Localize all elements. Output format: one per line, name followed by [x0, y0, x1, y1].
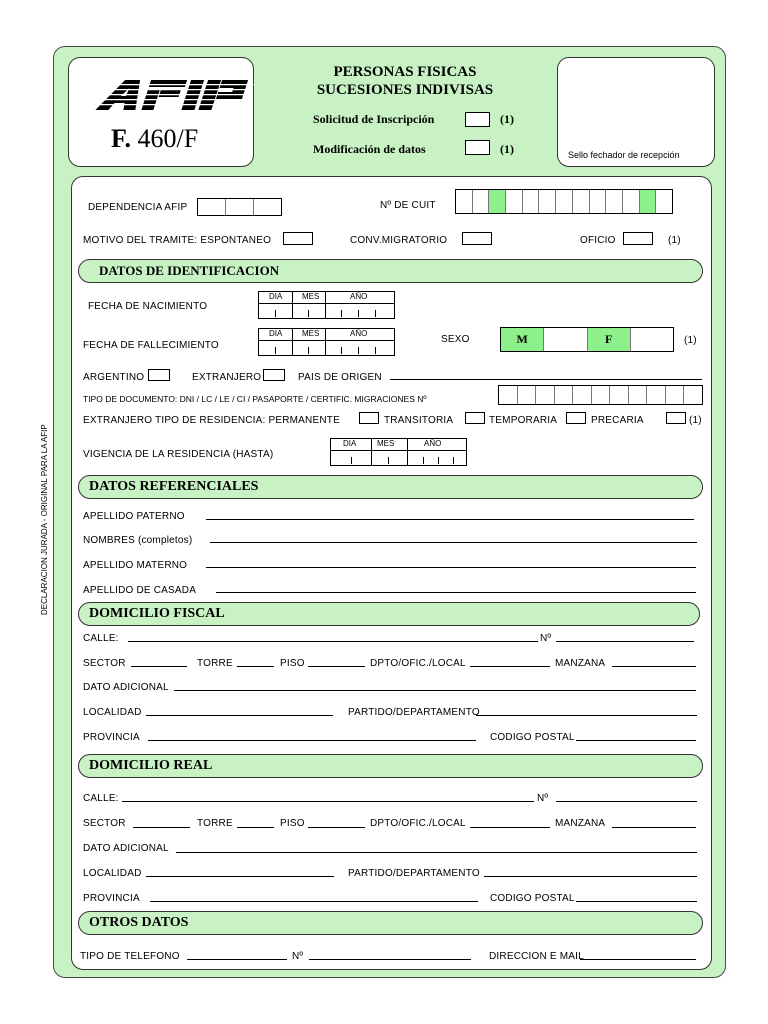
section-title: DATOS REFERENCIALES [89, 479, 259, 494]
note-ref: (1) [689, 415, 702, 426]
real-piso-label: PISO [280, 818, 305, 829]
fiscal-localidad-label: LOCALIDAD [83, 707, 142, 718]
telefono-input[interactable] [187, 959, 287, 960]
nacimiento-label: FECHA DE NACIMIENTO [88, 301, 208, 312]
precaria-checkbox[interactable] [666, 412, 686, 424]
form-number: F. 460/F [111, 124, 199, 153]
section-title: DOMICILIO REAL [89, 758, 213, 773]
side-caption: DECLARACION JURADA - ORIGINAL PARA LA AFIP [40, 424, 49, 615]
tipo-doc-label: TIPO DE DOCUMENTO: DNI / LC / LE / CI / PASAPORTE / CERTIFIC. MIGRACIONES Nº [83, 394, 427, 404]
real-provincia-label: PROVINCIA [83, 893, 140, 904]
telefono-label: TIPO DE TELEFONO [80, 951, 180, 962]
oficio-checkbox[interactable] [623, 232, 653, 245]
form-title-1: PERSONAS FISICAS [333, 64, 477, 80]
argentino-label: ARGENTINO [83, 372, 145, 383]
pais-input-line[interactable] [390, 379, 702, 380]
logo-panel [68, 57, 254, 167]
fiscal-piso-label: PISO [280, 658, 305, 669]
real-calle-input[interactable] [122, 801, 534, 802]
real-dpto-label: DPTO/OFIC./LOCAL [370, 818, 466, 829]
telefono-num-input[interactable] [309, 959, 471, 960]
real-piso-input[interactable] [308, 827, 365, 828]
note-ref: (1) [668, 235, 681, 246]
fiscal-manzana-label: MANZANA [555, 658, 606, 669]
fiscal-partido-input[interactable] [476, 715, 697, 716]
real-calle-label: CALLE: [83, 793, 119, 804]
fiscal-calle-label: CALLE: [83, 633, 119, 644]
fiscal-piso-input[interactable] [308, 666, 365, 667]
option-inscripcion-checkbox[interactable] [465, 112, 490, 127]
temporaria-label: TEMPORARIA [489, 415, 558, 426]
real-cp-input[interactable] [576, 901, 697, 902]
real-partido-input[interactable] [484, 876, 697, 877]
fiscal-torre-input[interactable] [237, 666, 274, 667]
stamp-label: Sello fechador de recepción [568, 150, 680, 160]
note-ref: (1) [500, 142, 514, 156]
real-manzana-label: MANZANA [555, 818, 606, 829]
precaria-label: PRECARIA [591, 415, 644, 426]
section-domicilio-real [78, 754, 703, 778]
fiscal-torre-label: TORRE [197, 658, 233, 669]
afip-logo [69, 68, 255, 128]
extranjero-label: EXTRANJERO [192, 372, 262, 383]
documento-field[interactable] [498, 385, 703, 405]
transitoria-checkbox[interactable] [465, 412, 485, 424]
stamp-box [557, 57, 715, 167]
section-domicilio-fiscal [78, 602, 700, 626]
real-dato-input[interactable] [176, 852, 697, 853]
real-torre-input[interactable] [237, 827, 274, 828]
fallecimiento-label: FECHA DE FALLECIMIENTO [83, 340, 219, 351]
section-title: OTROS DATOS [89, 915, 189, 930]
real-localidad-input[interactable] [146, 876, 334, 877]
section-identificacion [78, 259, 703, 283]
dependencia-label: DEPENDENCIA AFIP [88, 202, 188, 213]
real-cp-label: CODIGO POSTAL [490, 893, 575, 904]
real-provincia-input[interactable] [150, 901, 478, 902]
dependencia-field[interactable] [197, 198, 282, 216]
sexo-field[interactable] [500, 327, 674, 352]
oficio-label: OFICIO [580, 235, 616, 246]
conv-label: CONV.MIGRATORIO [350, 235, 448, 246]
permanente-checkbox[interactable] [359, 412, 379, 424]
fiscal-sector-input[interactable] [131, 666, 187, 667]
apellido-casada-label: APELLIDO DE CASADA [83, 585, 197, 596]
real-dpto-input[interactable] [470, 827, 550, 828]
section-title: DOMICILIO FISCAL [89, 606, 225, 621]
apellido-paterno-input[interactable] [206, 519, 694, 520]
fiscal-num-input[interactable] [556, 641, 694, 642]
fallecimiento-date-field[interactable]: DIA MES AÑO [258, 328, 395, 356]
real-manzana-input[interactable] [612, 827, 696, 828]
motivo-label: MOTIVO DEL TRAMITE: ESPONTANEO [83, 235, 272, 246]
fiscal-provincia-input[interactable] [148, 740, 476, 741]
form-title-2: SUCESIONES INDIVISAS [316, 82, 494, 98]
apellido-paterno-label: APELLIDO PATERNO [83, 511, 185, 522]
note-ref: (1) [500, 112, 514, 126]
real-torre-label: TORRE [197, 818, 233, 829]
fiscal-cp-input[interactable] [576, 740, 696, 741]
nombres-input[interactable] [210, 542, 697, 543]
vigencia-label: VIGENCIA DE LA RESIDENCIA (HASTA) [83, 449, 274, 460]
real-num-input[interactable] [556, 801, 697, 802]
fiscal-localidad-input[interactable] [146, 715, 333, 716]
section-otros-datos [78, 911, 703, 935]
real-dato-label: DATO ADICIONAL [83, 843, 169, 854]
temporaria-checkbox[interactable] [566, 412, 586, 424]
option-modificacion-checkbox[interactable] [465, 140, 490, 155]
pais-label: PAIS DE ORIGEN [298, 372, 382, 383]
extranjero-checkbox[interactable] [263, 369, 285, 381]
nacimiento-date-field[interactable]: DIA MES AÑO [258, 291, 395, 319]
fiscal-dpto-label: DPTO/OFIC./LOCAL [370, 658, 466, 669]
fiscal-provincia-label: PROVINCIA [83, 732, 140, 743]
vigencia-date-field[interactable]: DIA MES AÑO [330, 438, 467, 466]
option-modificacion-label: Modificación de datos [313, 142, 426, 156]
fiscal-cp-label: CODIGO POSTAL [490, 732, 575, 743]
fiscal-manzana-input[interactable] [612, 666, 696, 667]
apellido-materno-label: APELLIDO MATERNO [83, 560, 188, 571]
transitoria-label: TRANSITORIA [384, 415, 454, 426]
fiscal-dpto-input[interactable] [470, 666, 550, 667]
telefono-num-label: Nº [292, 951, 304, 962]
sexo-f-option[interactable]: F [588, 328, 631, 351]
sexo-m-option[interactable]: M [501, 328, 544, 351]
conv-checkbox[interactable] [462, 232, 492, 245]
email-input[interactable] [580, 959, 696, 960]
real-partido-label: PARTIDO/DEPARTAMENTO [348, 868, 480, 879]
cuit-field[interactable] [455, 189, 673, 214]
cuit-label: Nº DE CUIT [380, 200, 436, 211]
sexo-label: SEXO [441, 334, 470, 345]
espontaneo-checkbox[interactable] [283, 232, 313, 245]
fiscal-sector-label: SECTOR [83, 658, 126, 669]
email-label: DIRECCION E MAIL [489, 951, 584, 962]
apellido-casada-input[interactable] [216, 592, 696, 593]
section-title: DATOS DE IDENTIFICACION [99, 263, 280, 278]
section-referenciales [78, 475, 703, 499]
fiscal-dato-input[interactable] [174, 690, 696, 691]
fiscal-dato-label: DATO ADICIONAL [83, 682, 169, 693]
nombres-label: NOMBRES (completos) [83, 535, 193, 546]
apellido-materno-input[interactable] [206, 567, 696, 568]
argentino-checkbox[interactable] [148, 369, 170, 381]
fiscal-calle-input[interactable] [128, 641, 538, 642]
option-inscripcion-label: Solicitud de Inscripción [313, 112, 435, 126]
real-sector-label: SECTOR [83, 818, 126, 829]
real-sector-input[interactable] [133, 827, 190, 828]
note-ref: (1) [684, 335, 697, 346]
tipo-residencia-label: EXTRANJERO TIPO DE RESIDENCIA: PERMANENTE [83, 415, 340, 426]
fiscal-partido-label: PARTIDO/DEPARTAMENTO [348, 707, 480, 718]
fiscal-num-label: Nº [540, 633, 552, 644]
real-num-label: Nº [537, 793, 549, 804]
real-localidad-label: LOCALIDAD [83, 868, 142, 879]
